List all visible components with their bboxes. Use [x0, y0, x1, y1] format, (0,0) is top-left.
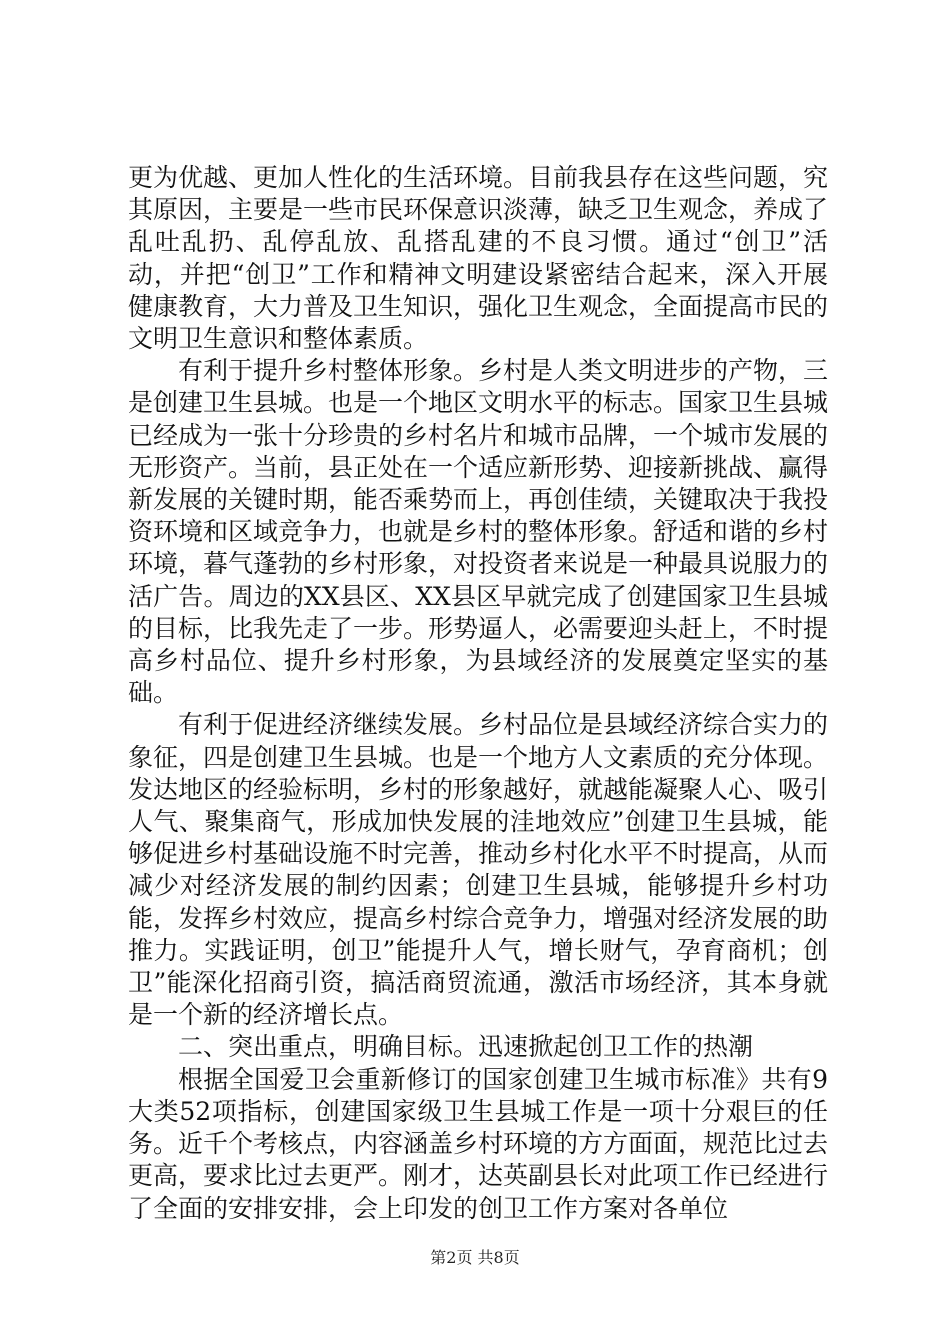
document-body: [128, 162, 828, 1225]
paragraph-4: 根据全国爱卫会重新修订的国家创建卫生城市标准》共有9大类52项指标，创建国家级卫生县城工作是一项十分艰巨的任务。近千个考核点，内容涵盖乡村环境的方方面面，规范比过去更高，要求比过去更严。刚才，达英副县长对此项工作已经进行了全面的安排安排，会上印发的创卫工作方案对各单位: [128, 1064, 829, 1223]
page-number-footer: 第2页 共8页: [430, 1248, 520, 1267]
paragraph-1: 更为优越、更加人性化的生活环境。目前我县存在这些问题，究其原因，主要是一些市民环保意识淡薄，缺乏卫生观念，养成了乱吐乱扔、乱停乱放、乱搭乱建的不良习惯。通过“创卫”活动，并把“创卫”工作和精神文明建设紧密结合起来，深入开展健康教育，大力普及卫生知识，强化卫生观念，全面提高市民的文明卫生意识和整体素质。: [128, 163, 829, 354]
section-heading: 二、突出重点，明确目标。迅速掀起创卫工作的热潮: [178, 1032, 754, 1062]
paragraph-2: 有利于提升乡村整体形象。乡村是人类文明进步的产物，三是创建卫生县城。也是一个地区文明水平的标志。国家卫生县城已经成为一张十分珍贵的乡村名片和城市品牌，一个城市发展的无形资产。当前，县正处在一个适应新形势、迎接新挑战、赢得新发展的关键时期，能否乘势而上，再创佳绩，关键取决于我投资环境和区域竞争力，也就是乡村的整体形象。舒适和谐的乡村环境，暮气蓬勃的乡村形象，对投资者来说是一种最具说服力的活广告。周边的XX县区、XX县区早就完成了创建国家卫生县城的目标，比我先走了一步。形势逼人，必需要迎头赶上，不时提高乡村品位、提升乡村形象，为县域经济的发展奠定坚实的基础。: [128, 356, 829, 708]
paragraph-3: 有利于促进经济继续发展。乡村品位是县域经济综合实力的象征，四是创建卫生县城。也是一个地方人文素质的充分体现。发达地区的经验标明，乡村的形象越好，就越能凝聚人心、吸引人气、聚集商气，形成加快发展的洼地效应”创建卫生县城，能够促进乡村基础设施不时完善，推动乡村化水平不时提高，从而减少对经济发展的制约因素；创建卫生县城，能够提升乡村功能，发挥乡村效应，提高乡村综合竞争力，增强对经济发展的助推力。实践证明，创卫”能提升人气，增长财气，孕育商机；创卫”能深化招商引资，搞活商贸流通，激活市场经济，其本身就是一个新的经济增长点。: [128, 710, 829, 1030]
